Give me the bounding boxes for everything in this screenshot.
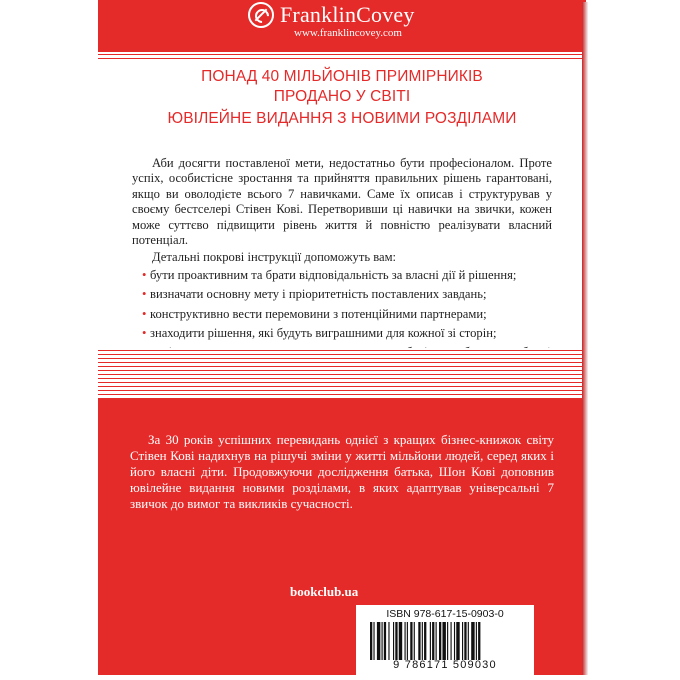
brand-url: www.franklincovey.com xyxy=(294,27,402,39)
intro-lead: Детальні покрові інструкції допоможуть вам: xyxy=(152,250,397,265)
intro-text xyxy=(132,156,552,380)
barcode-icon xyxy=(370,622,520,660)
headline-line-2: ПРОДАНО У СВІТІ xyxy=(273,88,411,105)
franklincovey-logo xyxy=(248,2,415,28)
headline-line-1: ПОНАД 40 МІЛЬЙОНІВ ПРИМІРНИКІВ xyxy=(201,68,483,85)
bullet-icon: • xyxy=(142,287,147,302)
list-item: • бути проактивним та брати відповідальність за власні дії й рішення; xyxy=(142,267,517,282)
bullet-icon: • xyxy=(142,306,147,321)
intro-paragraph: Аби досягти поставленої мети, недостатньо бути професіоналом. Проте успіх, особистісне зростання та прийняття правильних рішень гарантовані, якщо ви оволодієте всього 7 навичками. Саме їх описав і структурував у своєму бестселері Стівен Кові. Перетворивши ці навички на звички, кожен може суттєво підвищити рівень життя й повністю реалізувати власний потенціал. xyxy=(132,156,552,248)
book-back-cover xyxy=(98,0,586,675)
brand-name: FranklinCovey xyxy=(280,2,415,27)
story-paragraph: За 30 років успішних перевидань однієї з кращих бізнес-книжок світу Стівен Кові надихнув на рішучі зміни у житті мільйони людей, серед яких і його власні діти. Продовжуючи дослідження батька, Шон Кові доповнив ювілейне видання новими розділами, в яких адаптував універсальні 7 звичок до вимог та викликів сучасності. xyxy=(130,432,554,511)
publisher-url: bookclub.ua xyxy=(290,584,359,599)
info-panel xyxy=(98,52,586,398)
bullet-icon: • xyxy=(142,267,147,282)
isbn-barcode-block xyxy=(356,605,534,675)
page-edge-shadow xyxy=(582,2,588,675)
list-item: • конструктивно вести перемовини з потенційними партнерами; xyxy=(142,306,487,321)
info-panel-body xyxy=(98,60,586,390)
list-item: • знаходити рішення, які будуть виграшними для кожної зі сторін; xyxy=(142,326,497,341)
stripe-divider xyxy=(98,348,586,394)
bullet-icon: • xyxy=(142,326,147,341)
franklincovey-logo-icon xyxy=(248,2,274,28)
barcode-digits: 9 786171 509030 xyxy=(393,659,497,671)
list-item: • визначати основну мету і пріоритетність поставлених завдань; xyxy=(142,287,487,302)
headline-line-3: ЮВІЛЕЙНЕ ВИДАННЯ З НОВИМИ РОЗДІЛАМИ xyxy=(167,110,517,127)
isbn-label: ISBN 978-617-15-0903-0 xyxy=(386,608,504,620)
